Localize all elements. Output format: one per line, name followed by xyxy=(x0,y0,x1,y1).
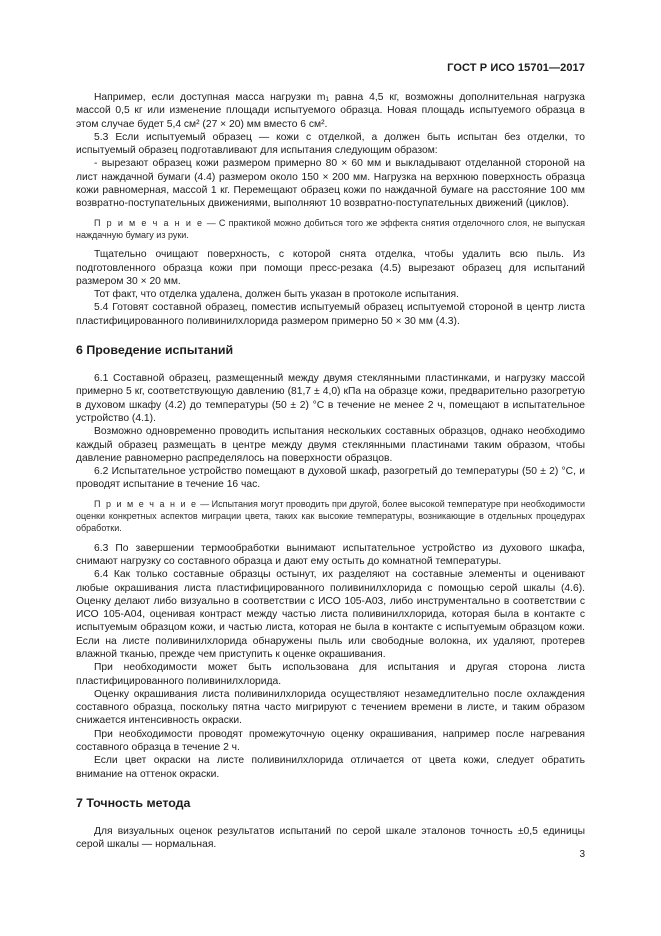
note-2-text: — Испытания могут проводить при другой, более высокой температуре при необходимости оценки конкретных аспектов миграции цвета, таких как высокие температуры, возникающие в отдельных процедурах обработки. xyxy=(76,498,585,534)
section-7-heading: 7 Точность метода xyxy=(76,795,191,810)
paragraph-5-3-list-item: - вырезают образец кожи размером примерно 80 × 60 мм и выкладывают отделанной стороной на лист наждачной бумаги (4.4) размером около 150 × 200 мм. Нагрузка на верхнюю поверхность образца кожи равномерная, массой 1 кг. Перемещают образец кожи по наждачной бумаге на расстояние 100 мм возвратно-поступательных движениями, выполняют 10 возвратно-поступательных движений (циклов). xyxy=(76,158,585,210)
paragraph-6-4: 6.4 Как только составные образцы остынут, их разделяют на составные элементы и оценивают любые окрашивания листа пластифицированного поливинилхлорида с помощью серой шкалы (4.6). Оценку делают либо визуально в соответствии с ИСО 105-А03, либо инструментально в соответствии с ИСО 105-А04, оценивая контраст между частью листа поливинилхлорида, которая была в контакте с испытуемым образцом кожи, и частью листа, которая не была в контакте с испытуемым образцом кожи. Если на листе поливинилхлорида обнаружены пыль или свободные волокна, их удаляют, протерев влажной тканью, прежде чем приступить к оценке окрашивания. xyxy=(76,569,585,660)
document-code-header: ГОСТ Р ИСО 15701—2017 xyxy=(447,62,585,74)
paragraph-6-1-b: Возможно одновременно проводить испытания нескольких составных образцов, однако необходимо каждый образец размещать в центре между двумя стеклянными пластинами таким образом, чтобы давление равномерно распределялось на поверхности образцов. xyxy=(76,426,585,464)
paragraph-6-4-e: Если цвет окраски на листе поливинилхлорида отличается от цвета кожи, следует обратить внимание на оттенок окраски. xyxy=(76,755,585,780)
note-2 xyxy=(76,498,585,535)
paragraph-5-3-example: Например, если доступная масса нагрузки m₁ равна 4,5 кг, возможны дополнительная нагрузка массой 0,5 кг или изменение площади испытуемого образца. Новая площадь испытуемого образца в этом случае будет 5,4 см² (27 × 20) мм вместо 6 см². xyxy=(76,92,585,130)
note-1-label: П р и м е ч а н и е xyxy=(94,217,204,228)
page-number: 3 xyxy=(579,849,585,860)
note-2-label: П р и м е ч а н и е xyxy=(94,498,198,509)
paragraph-5-3-fact: Тот факт, что отделка удалена, должен быть указан в протоколе испытания. xyxy=(94,289,459,301)
paragraph-5-3: 5.3 Если испытуемый образец — кожи с отделкой, а должен быть испытан без отделки, то испытуемый образец подготавливают для испытания следующим образом: xyxy=(76,131,585,157)
paragraph-5-3-cleaning: Тщательно очищают поверхность, с которой снята отделка, чтобы удалить всю пыль. Из подготовленного образца кожи при помощи пресс-резака (4.5) вырезают образец для испытаний размером 30 × 20 мм. xyxy=(76,249,585,287)
page-content xyxy=(76,91,585,852)
note-1-text: — С практикой можно добиться того же эффекта снятия отделочного слоя, не выпуская наждачную бумагу из руки. xyxy=(76,217,586,240)
paragraph-6-4-c: Оценку окрашивания листа поливинилхлорида осуществляют незамедлительно после охлаждения составного образца, поскольку пятна часто мигрируют с течением времени в листе, и таким образом снижается интенсивность окраски. xyxy=(76,688,585,727)
paragraph-6-3: 6.3 По завершении термообработки вынимают испытательное устройство из духового шкафа, снимают нагрузку со составного образца и дают ему остыть до комнатной температуры. xyxy=(76,542,585,567)
paragraph-6-1: 6.1 Составной образец, размещенный между двумя стеклянными пластинками, и нагрузку массой примерно 5 кг, соответствующую давлению (81,7 ± 4,0) кПа на образце кожи, предварительно разогретую в духовом шкафу (4.2) до температуры (50 ± 2) °С в течение не менее 2 ч, помещают в испытательное устройство (4.1). xyxy=(76,373,585,424)
paragraph-6-4-b: При необходимости может быть использована для испытания и другая сторона листа пластифицированного поливинилхлорида. xyxy=(76,662,585,687)
paragraph-6-2: 6.2 Испытательное устройство помещают в духовой шкаф, разогретый до температуры (50 ± 2) °С, и проводят испытание в течение 16 час. xyxy=(76,466,585,491)
paragraph-7: Для визуальных оценок результатов испытаний по серой шкале эталонов точность ±0,5 единицы серой шкалы — нормальная. xyxy=(76,825,585,851)
paragraph-6-4-d: При необходимости проводят промежуточную оценку окрашивания, например после нагревания составного образца в течение 2 ч. xyxy=(76,728,585,754)
paragraph-5-4: 5.4 Готовят составной образец, поместив испытуемый образец испытуемой стороной в центр листа пластифицированного поливинилхлорида размером примерно 50 × 30 мм (4.3). xyxy=(76,302,585,327)
section-6-heading: 6 Проведение испытаний xyxy=(76,343,234,358)
note-1 xyxy=(76,217,585,242)
